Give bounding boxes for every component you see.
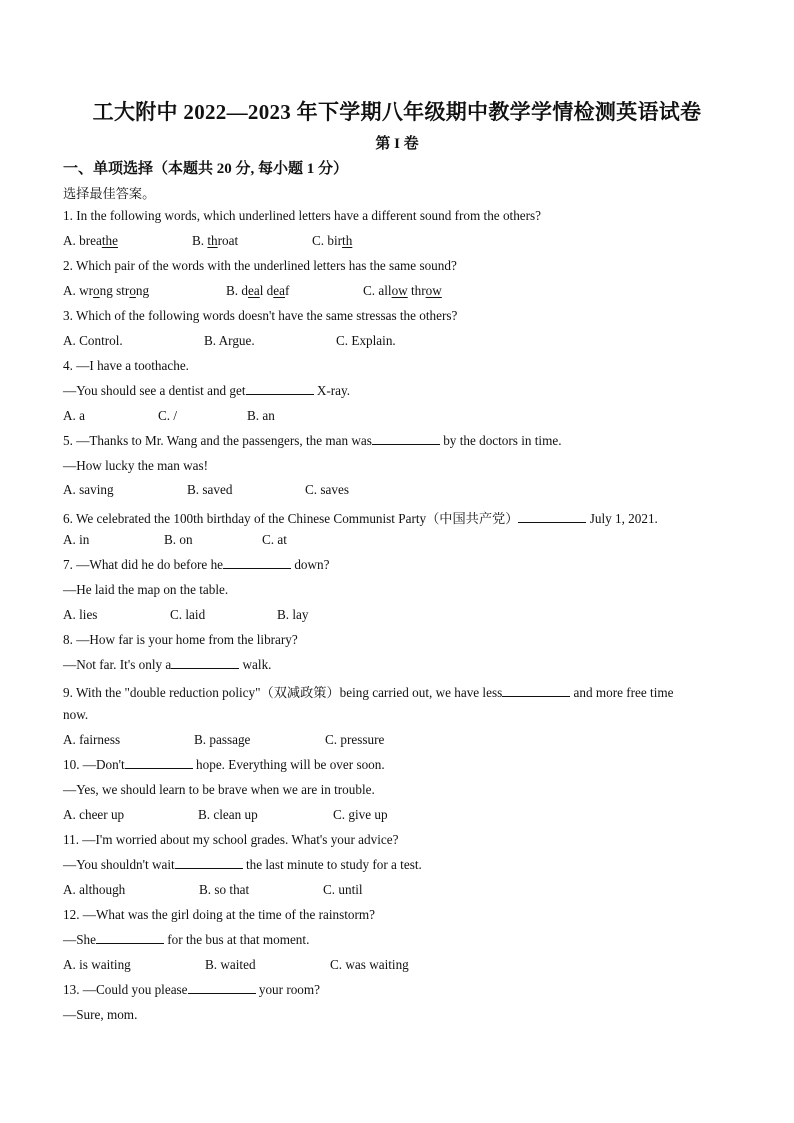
answer-blank[interactable] — [175, 857, 243, 869]
section-heading: 一、单项选择（本题共 20 分, 每小题 1 分） — [63, 161, 349, 177]
answer-blank[interactable] — [96, 932, 164, 944]
question-3-option-a[interactable]: A. Control. — [63, 333, 123, 348]
question-4-option-1[interactable]: A. a — [63, 408, 85, 423]
page-title: 工大附中 2022—2023 年下学期八年级期中教学学情检测英语试卷 — [92, 100, 702, 124]
section-instruction: 选择最佳答案。 — [63, 186, 156, 201]
question-2-option-a[interactable]: A. wrong strong — [63, 283, 150, 298]
question-10-option-a[interactable]: A. cheer up — [63, 807, 125, 822]
question-12-line-1: 12. —What was the girl doing at the time of the rainstorm? — [63, 907, 376, 922]
question-4-line-2: —You should see a dentist and get X-ray. — [63, 383, 351, 398]
question-5-line-2: —How lucky the man was! — [63, 458, 209, 473]
question-11-option-b[interactable]: B. so that — [199, 882, 250, 897]
question-8-line-2: —Not far. It's only a walk. — [63, 657, 272, 672]
question-5-option-c[interactable]: C. saves — [305, 482, 349, 497]
question-9-option-b[interactable]: B. passage — [194, 732, 251, 747]
question-2-option-c[interactable]: C. allow throw — [363, 283, 442, 298]
question-9-line-1: 9. With the "double reduction policy"（双减政策）being carried out, we have less and more free time — [63, 685, 674, 700]
question-7-line-2: —He laid the map on the table. — [63, 582, 229, 597]
question-6-option-a[interactable]: A. in — [63, 532, 90, 547]
question-12-line-2: —She for the bus at that moment. — [63, 932, 310, 947]
question-2-option-b[interactable]: B. deal deaf — [226, 283, 290, 298]
answer-blank[interactable] — [223, 557, 291, 569]
question-9-option-a[interactable]: A. fairness — [63, 732, 121, 747]
question-7-option-1[interactable]: A. lies — [63, 607, 98, 622]
question-12-option-b[interactable]: B. waited — [205, 957, 256, 972]
question-7-line-1: 7. —What did he do before he down? — [63, 557, 330, 572]
answer-blank[interactable] — [518, 511, 586, 523]
page-subtitle: 第 I 卷 — [375, 136, 419, 152]
question-7-option-2[interactable]: C. laid — [170, 607, 206, 622]
question-13-line-1: 13. —Could you please your room? — [63, 982, 321, 997]
answer-blank[interactable] — [188, 982, 256, 994]
question-5-line-1: 5. —Thanks to Mr. Wang and the passengers, the man was by the doctors in time. — [63, 433, 562, 448]
answer-blank[interactable] — [171, 657, 239, 669]
question-10-line-2: —Yes, we should learn to be brave when we are in trouble. — [63, 782, 375, 797]
question-3-stem: 3. Which of the following words doesn't have the same stressas the others? — [63, 308, 458, 323]
answer-blank[interactable] — [372, 433, 440, 445]
question-13-line-2: —Sure, mom. — [63, 1007, 138, 1022]
question-11-line-1: 11. —I'm worried about my school grades. What's your advice? — [63, 832, 399, 847]
question-12-option-c[interactable]: C. was waiting — [330, 957, 409, 972]
question-5-option-b[interactable]: B. saved — [187, 482, 233, 497]
question-1-option-b[interactable]: B. throat — [192, 233, 239, 248]
question-1-option-c[interactable]: C. birth — [312, 233, 353, 248]
answer-blank[interactable] — [125, 757, 193, 769]
question-6-option-c[interactable]: C. at — [262, 532, 287, 547]
question-4-option-3[interactable]: B. an — [247, 408, 275, 423]
question-2-stem: 2. Which pair of the words with the underlined letters has the same sound? — [63, 258, 457, 273]
question-7-option-3[interactable]: B. lay — [277, 607, 309, 622]
question-10-option-c[interactable]: C. give up — [333, 807, 388, 822]
question-9-line-2: now. — [63, 707, 89, 722]
answer-blank[interactable] — [246, 383, 314, 395]
question-11-option-a[interactable]: A. although — [63, 882, 126, 897]
question-8-line-1: 8. —How far is your home from the library? — [63, 632, 298, 647]
question-6-option-b[interactable]: B. on — [164, 532, 193, 547]
question-1-stem: 1. In the following words, which underlined letters have a different sound from the others? — [63, 208, 542, 223]
question-10-line-1: 10. —Don't hope. Everything will be over soon. — [63, 757, 385, 772]
question-3-option-b[interactable]: B. Argue. — [204, 333, 255, 348]
question-5-option-a[interactable]: A. saving — [63, 482, 114, 497]
question-9-option-c[interactable]: C. pressure — [325, 732, 385, 747]
question-4-line-1: 4. —I have a toothache. — [63, 358, 189, 373]
question-10-option-b[interactable]: B. clean up — [198, 807, 258, 822]
answer-blank[interactable] — [502, 685, 570, 697]
question-1-option-a[interactable]: A. breathe — [63, 233, 118, 248]
question-3-option-c[interactable]: C. Explain. — [336, 333, 396, 348]
question-6-line-1: 6. We celebrated the 100th birthday of the Chinese Communist Party（中国共产党） July 1, 2021. — [63, 511, 658, 526]
question-12-option-a[interactable]: A. is waiting — [63, 957, 131, 972]
question-4-option-2[interactable]: C. / — [158, 408, 178, 423]
question-11-option-c[interactable]: C. until — [323, 882, 363, 897]
question-11-line-2: —You shouldn't wait the last minute to study for a test. — [63, 857, 422, 872]
